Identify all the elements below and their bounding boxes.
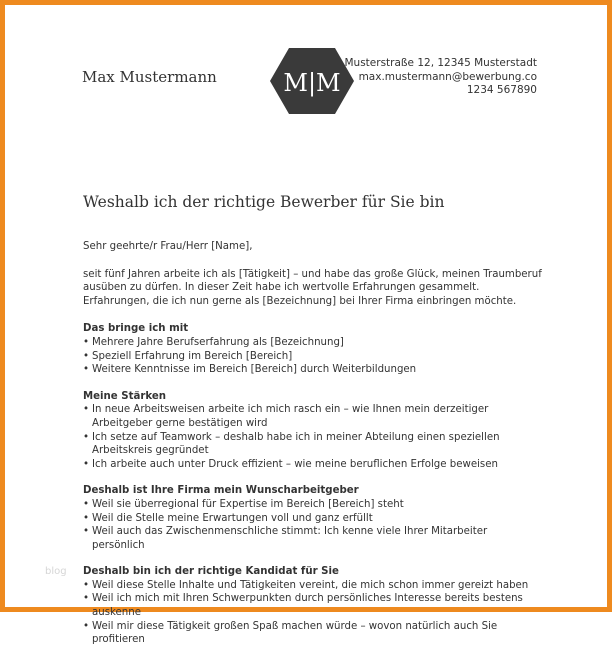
letter-body <box>83 240 543 660</box>
phone-line: 1234 567890 <box>466 84 537 96</box>
sender-name: Max Mustermann <box>82 68 217 86</box>
monogram-logo <box>269 47 355 115</box>
section-title: Das bringe ich mit <box>83 323 189 335</box>
list-item: • Ich setze auf Teamwork – deshalb habe ich in meiner Abteilung einen speziellen Arbeitskreis gegründet <box>83 431 543 458</box>
contact-block <box>345 57 538 98</box>
letter-greeting: Sehr geehrte/r Frau/Herr [Name], <box>83 241 253 252</box>
email-line: max.mustermann@bewerbung.co <box>358 70 537 83</box>
list-item: • Ich arbeite auch unter Druck effizient – wie meine beruflichen Erfolge beweisen <box>83 458 543 472</box>
logo-text: M|M <box>283 69 341 97</box>
section-title: Deshalb ist Ihre Firma mein Wunscharbeitgeber <box>83 485 359 497</box>
letter-intro: seit fünf Jahren arbeite ich als [Tätigkeit] – und habe das große Glück, meinen Traumberuf ausüben zu dürfen. In dieser Zeit habe ich wertvolle Erfahrungen gesammelt. Erfahrungen, die ich nun gerne als [Bezeichnung] bei Ihrer Firma einbringen möchte. <box>83 268 542 307</box>
section-list <box>83 579 543 647</box>
list-item: • Weil diese Stelle Inhalte und Tätigkeiten vereint, die mich schon immer gereizt haben <box>83 579 543 593</box>
list-item: • Weil auch das Zwischenmenschliche stimmt: Ich kenne viele Ihrer Mitarbeiter persönlich <box>83 525 543 552</box>
list-item: • Weitere Kenntnisse im Bereich [Bereich] durch Weiterbildungen <box>83 363 543 377</box>
section-list <box>83 498 543 552</box>
list-item: • Mehrere Jahre Berufserfahrung als [Bezeichnung] <box>83 336 543 350</box>
list-item: • Weil sie überregional für Expertise im Bereich [Bereich] steht <box>83 498 543 512</box>
section-title: Meine Stärken <box>83 390 167 402</box>
document-page <box>10 10 602 646</box>
address-line: Musterstraße 12, 12345 Musterstadt <box>344 57 537 69</box>
section-list <box>83 403 543 471</box>
list-item: • Weil mir diese Tätigkeit großen Spaß machen würde – wovon natürlich auch Sie profitieren <box>83 620 543 647</box>
list-item: • Weil die Stelle meine Erwartungen voll und ganz erfüllt <box>83 512 543 526</box>
letter-headline: Weshalb ich der richtige Bewerber für Sie bin <box>83 193 445 211</box>
list-item: • In neue Arbeitsweisen arbeite ich mich rasch ein – wie Ihnen mein derzeitiger Arbeitgeber gerne bestätigen wird <box>83 403 543 430</box>
list-item: • Speziell Erfahrung im Bereich [Bereich] <box>83 350 543 364</box>
watermark: blog <box>45 566 67 577</box>
section-title: Deshalb bin ich der richtige Kandidat für Sie <box>83 566 339 578</box>
section-list <box>83 336 543 377</box>
list-item: • Weil ich mich mit Ihren Schwerpunkten durch persönliches Interesse bereits bestens auskenne <box>83 592 543 619</box>
